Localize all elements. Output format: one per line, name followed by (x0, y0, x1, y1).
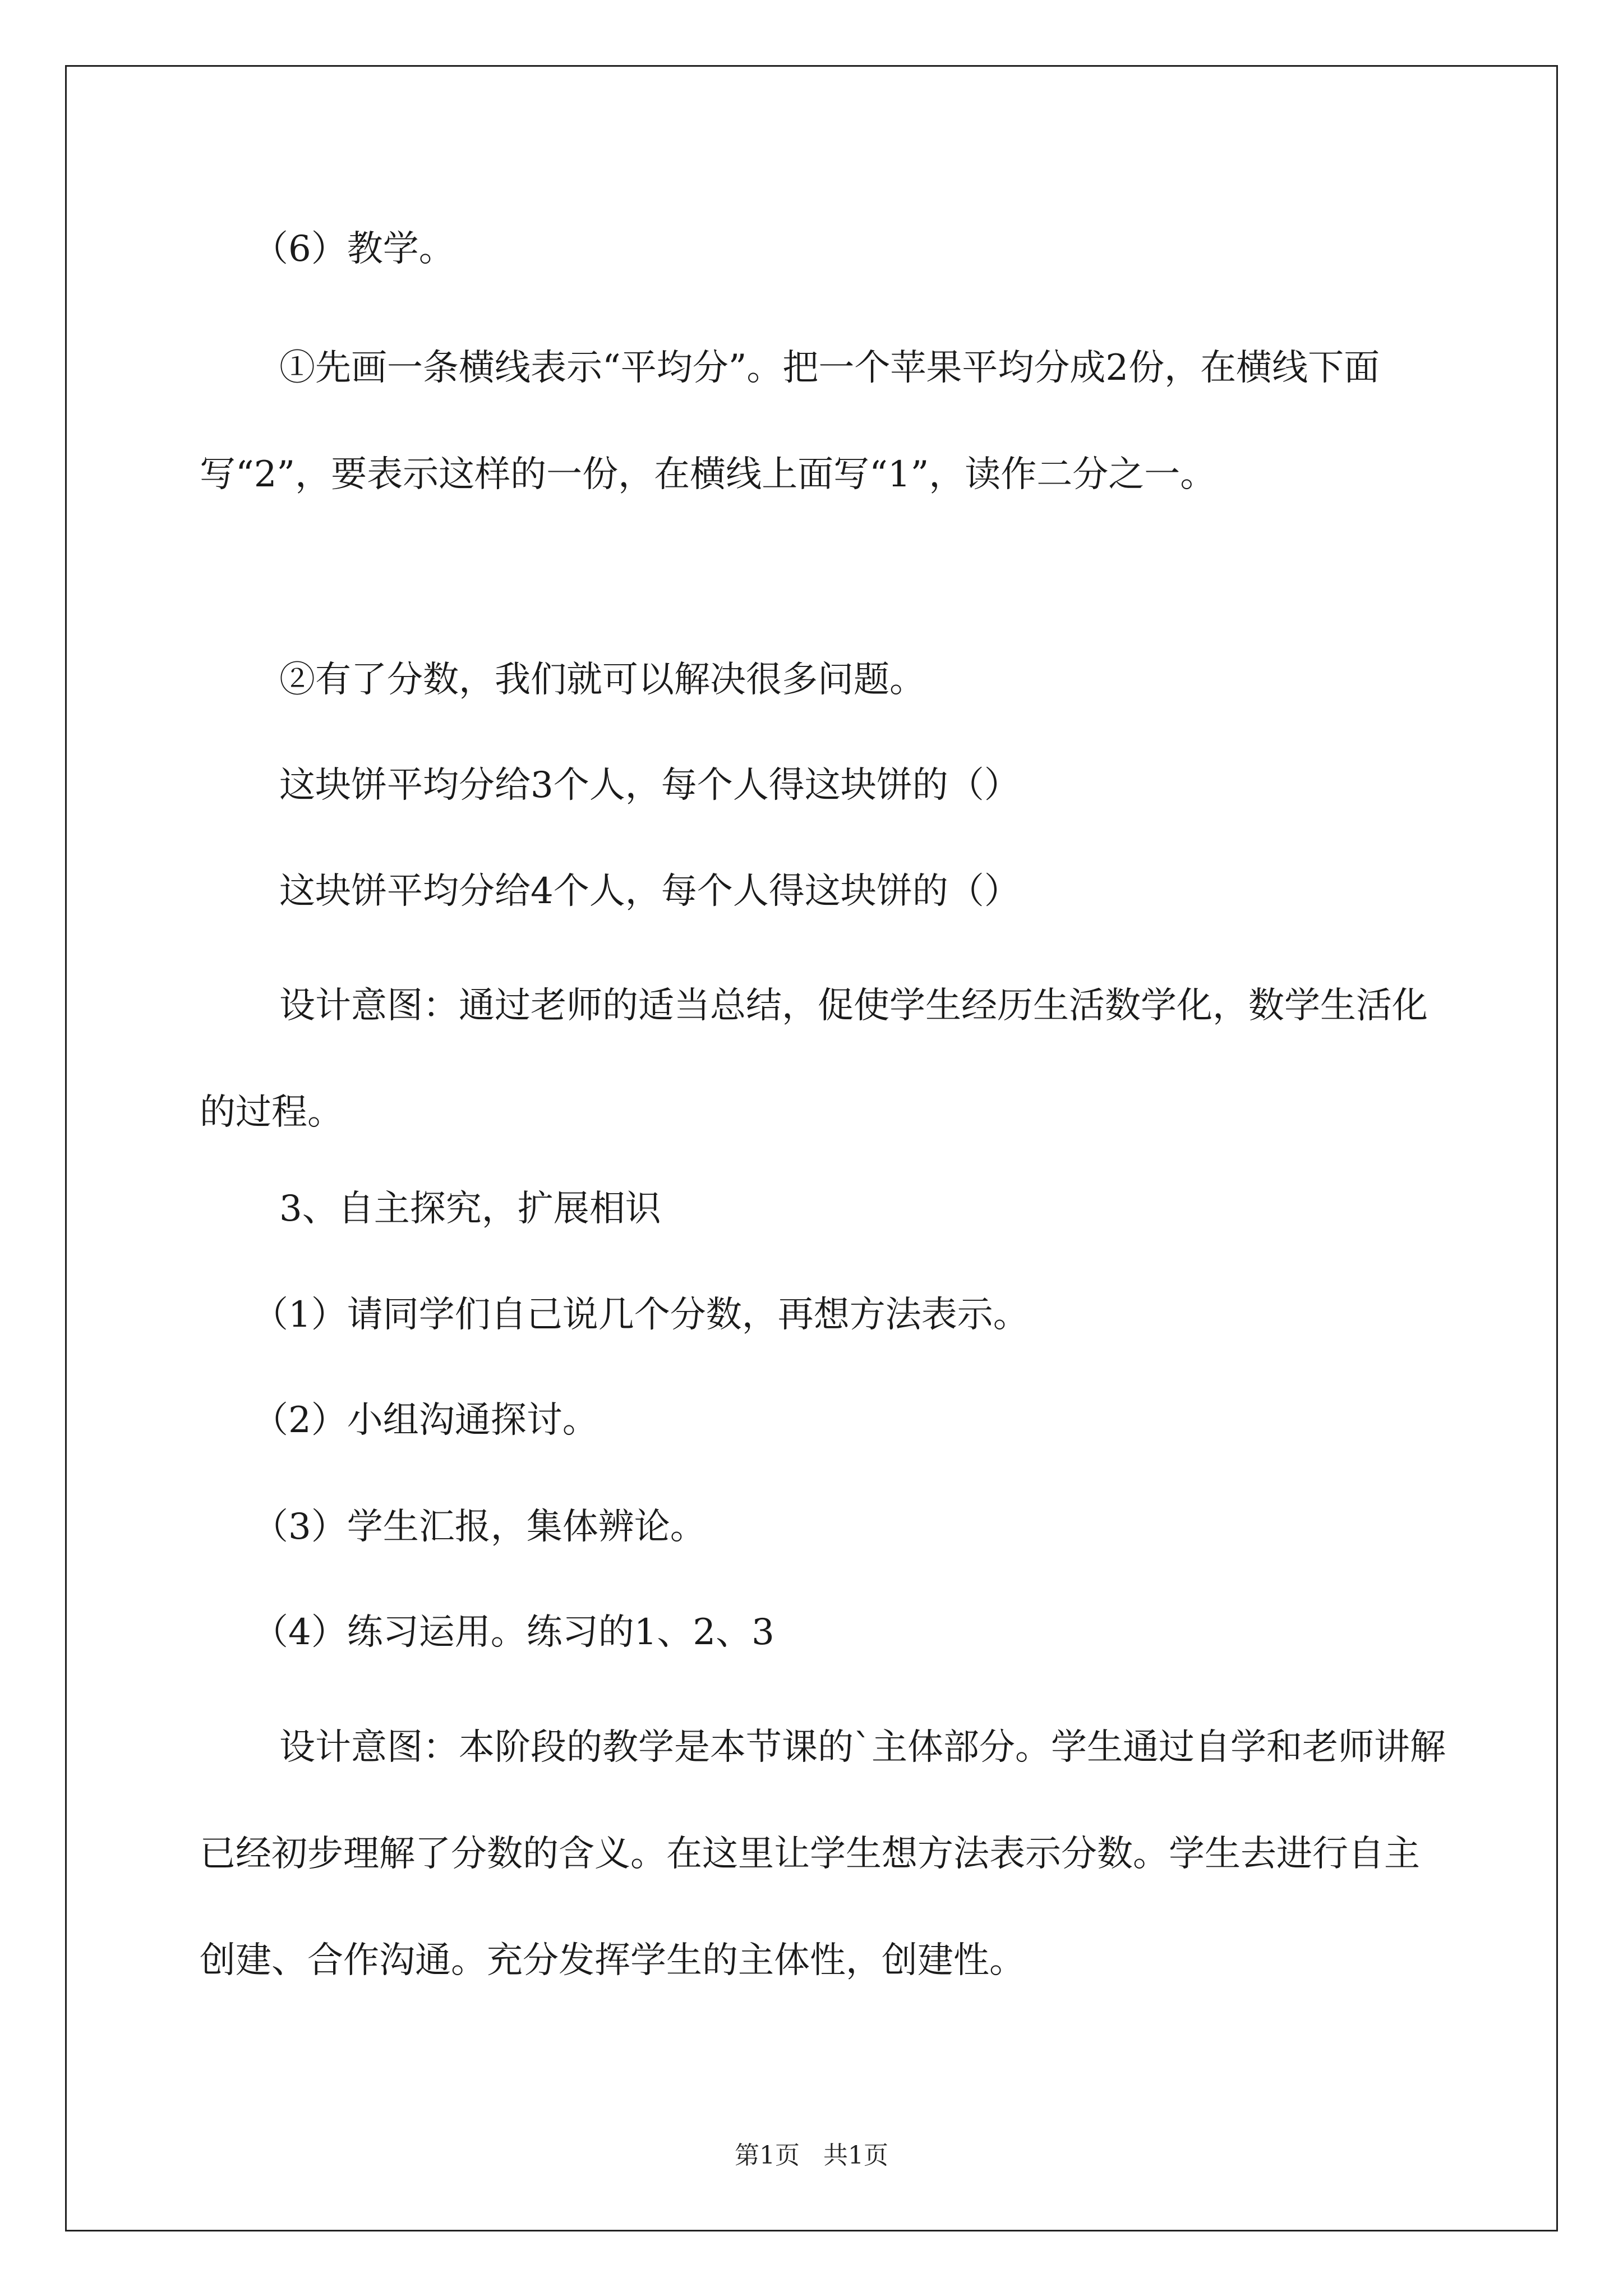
paragraph-4: 这块饼平均分给3个人，每个人得这块饼的（） (279, 765, 1020, 806)
paragraph-1: （6）教学。 (252, 228, 455, 270)
paragraph-3: ②有了分数，我们就可以解决很多问题。 (279, 659, 925, 701)
paragraph-11: （4）练习运用。练习的1、2、3 (252, 1612, 774, 1653)
paragraph-5: 这块饼平均分给4个人，每个人得这块饼的（） (279, 871, 1020, 912)
paragraph-6: 设计意图：通过老师的适当总结，促使学生经历生活数学化，数学生活化的过程。 (200, 985, 1428, 1133)
paragraph-10: （3）学生汇报，集体辨论。 (252, 1506, 706, 1548)
section-heading: 3、自主探究，扩展相识 (279, 1188, 661, 1230)
paragraph-12: 设计意图：本阶段的教学是本节课的`主体部分。学生通过自学和老师讲解已经初步理解了分数的含义。在这里让学生想方法表示分数。学生去进行自主创建、合作沟通。充分发挥学生的主体性，创建性。 (200, 1727, 1446, 1981)
paragraph-2: ①先画一条横线表示“平均分”。把一个苹果平均分成2份，在横线下面写“2”，要表示这样的一份，在横线上面写“1”，读作二分之一。 (200, 347, 1380, 495)
paragraph-9: （2）小组沟通探讨。 (252, 1400, 598, 1441)
page-footer (0, 2142, 1623, 2170)
paragraph-8: （1）请同学们自己说几个分数，再想方法表示。 (252, 1294, 1029, 1336)
page-total: 共1页 (823, 2141, 888, 2170)
page-number: 第1页 (735, 2141, 800, 2170)
